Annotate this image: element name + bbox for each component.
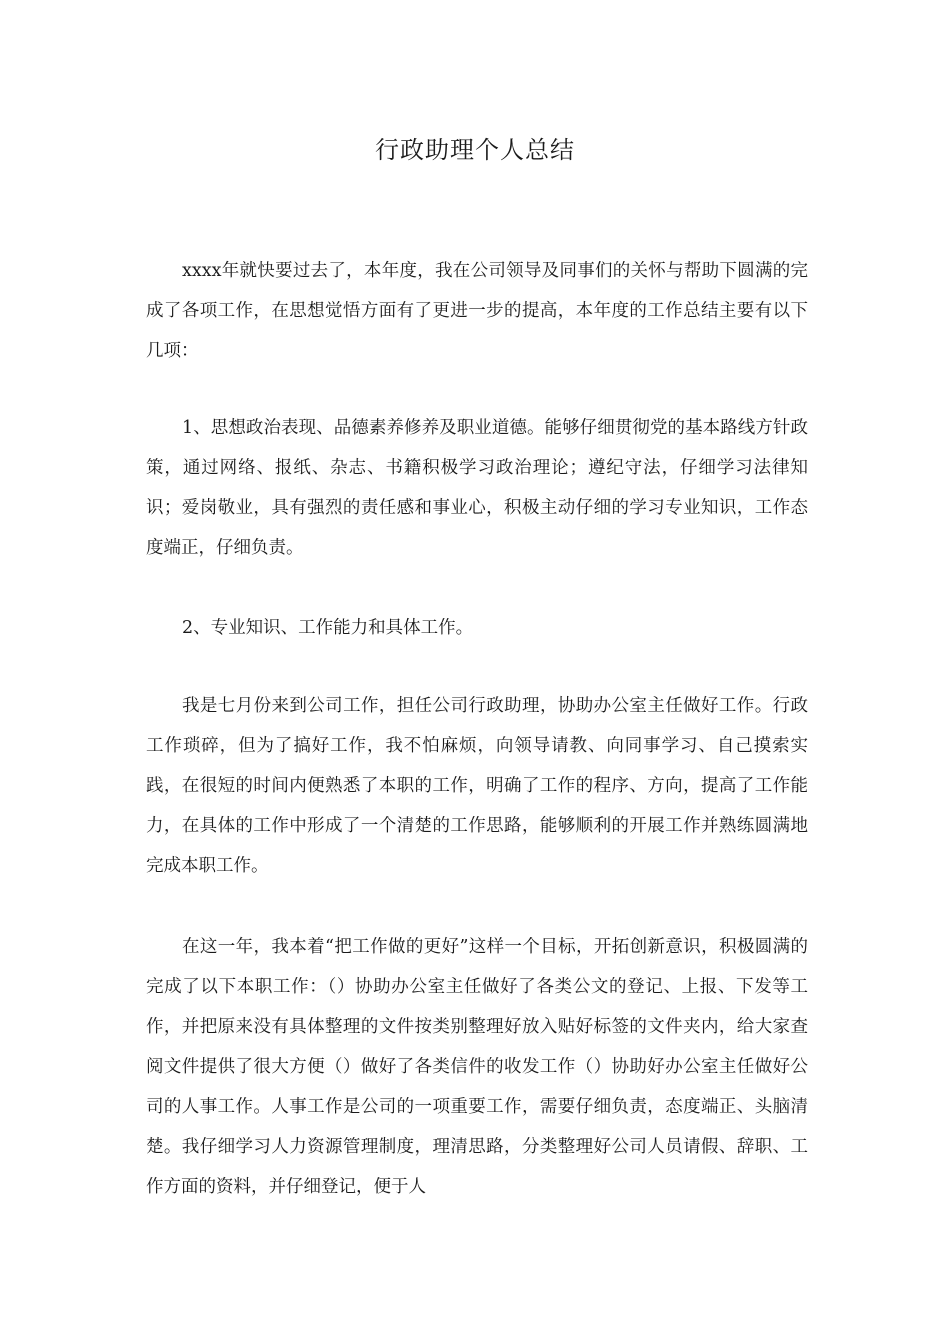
paragraph-section-2-heading: 2、专业知识、工作能力和具体工作。 xyxy=(182,618,474,638)
paragraph-duties: 在这一年，我本着“把工作做的更好”这样一个目标，开拓创新意识，积极圆满的完成了以下本职工作：（）协助办公室主任做好了各类公文的登记、上报、下发等工作，并把原来没有具体整理的文件按类别整理好放入贴好标签的文件夹内，给大家查阅文件提供了很大方便（）做好了各类信件的收发工作（）协助好办公室主任做好公司的人事工作。人事工作是公司的一项重要工作，需要仔细负责，态度端正、头脑清楚。我仔细学习人力资源管理制度，理清思路，分类整理好公司人员请假、辞职、工作方面的资料，并仔细登记，便于人 xyxy=(146,937,808,1197)
document-title: 行政助理个人总结 xyxy=(375,136,575,164)
paragraph-work-description: 我是七月份来到公司工作，担任公司行政助理，协助办公室主任做好工作。行政工作琐碎，但为了搞好工作，我不怕麻烦，向领导请教、向同事学习、自己摸索实践，在很短的时间内便熟悉了本职的工作，明确了工作的程序、方向，提高了工作能力，在具体的工作中形成了一个清楚的工作思路，能够顺利的开展工作并熟练圆满地完成本职工作。 xyxy=(146,696,808,876)
paragraph-section-1: 1、思想政治表现、品德素养修养及职业道德。能够仔细贯彻党的基本路线方针政策，通过网络、报纸、杂志、书籍积极学习政治理论；遵纪守法，仔细学习法律知识；爱岗敬业，具有强烈的责任感和事业心，积极主动仔细的学习专业知识，工作态度端正，仔细负责。 xyxy=(146,418,808,558)
paragraph-intro: xxxx年就快要过去了，本年度，我在公司领导及同事们的关怀与帮助下圆满的完成了各项工作，在思想觉悟方面有了更进一步的提高，本年度的工作总结主要有以下几项： xyxy=(146,261,808,361)
